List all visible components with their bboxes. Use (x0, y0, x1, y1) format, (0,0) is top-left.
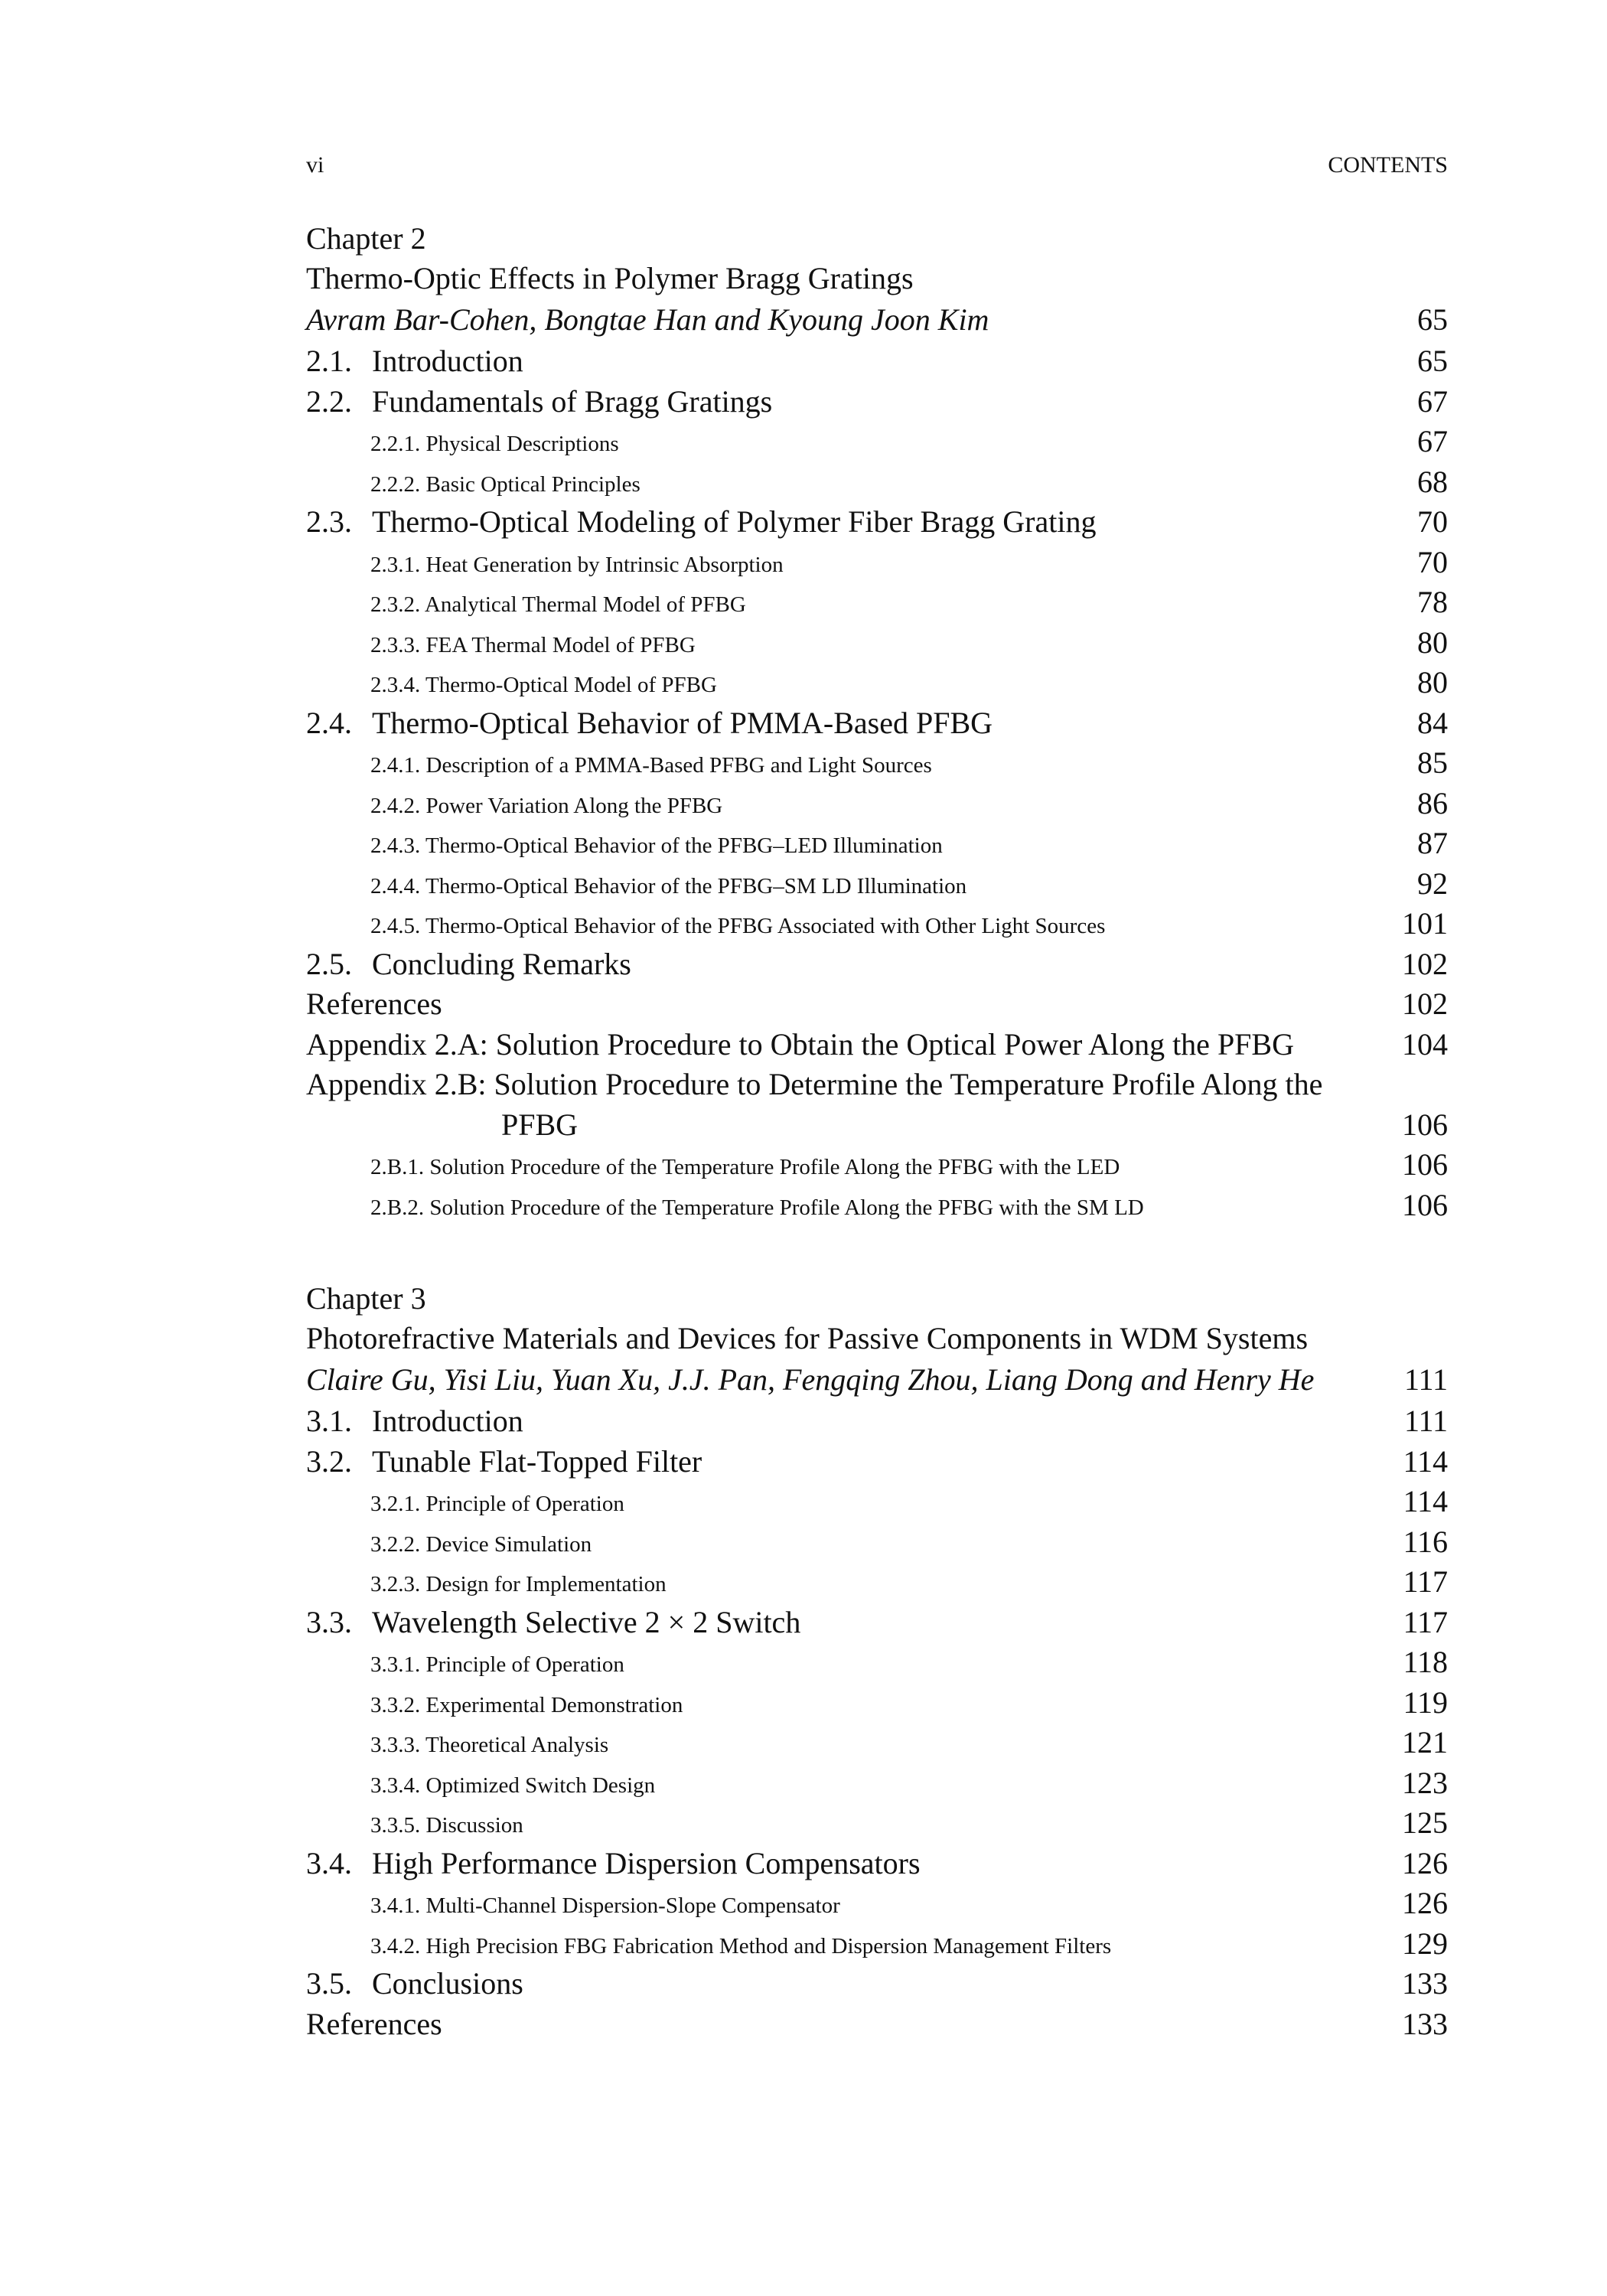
subsection-title: Description of a PMMA-Based PFBG and Light Sources (425, 753, 932, 778)
subsection-page: 85 (1417, 745, 1448, 780)
toc-section[interactable] (306, 1603, 1448, 1643)
subsection-page: 92 (1417, 866, 1448, 901)
toc-section[interactable] (306, 1442, 1448, 1482)
toc-subsection[interactable] (306, 1763, 1448, 1804)
subsection-page: 87 (1417, 826, 1448, 860)
references-title: References (306, 987, 442, 1021)
subsection-number: 3.2.3. (370, 1572, 421, 1596)
section-title: Tunable Flat-Topped Filter (372, 1443, 702, 1479)
subsection-page: 126 (1402, 1886, 1448, 1920)
subsection-page: 78 (1417, 585, 1448, 619)
subsection-title: Power Variation Along the PFBG (425, 793, 723, 818)
section-number: 3.5. (306, 1966, 352, 2001)
subsection-page: 68 (1417, 464, 1448, 499)
toc-references[interactable] (306, 2004, 1448, 2045)
chapter-authors: Claire Gu, Yisi Liu, Yuan Xu, J.J. Pan, Fengqing Zhou, Liang Dong and Henry He (306, 1362, 1315, 1397)
subsection-page: 125 (1402, 1805, 1448, 1840)
subsection-page: 80 (1417, 665, 1448, 700)
subsection-page: 101 (1402, 906, 1448, 941)
subsection-number: 3.3.1. (370, 1652, 421, 1677)
subsection-number: 2.2.1. (370, 432, 421, 456)
toc-subsection[interactable] (306, 422, 1448, 462)
subsection-page: 116 (1403, 1524, 1448, 1559)
subsection-title: Thermo-Optical Behavior of the PFBG–SM LD Illumination (425, 873, 967, 899)
subsection-title: Analytical Thermal Model of PFBG (424, 592, 746, 617)
toc-subsection[interactable] (306, 1186, 1448, 1226)
references-title: References (306, 2006, 442, 2041)
toc-subsection[interactable] (306, 582, 1448, 623)
subsection-number: 2.4.5. (370, 914, 421, 938)
toc-subsection[interactable] (306, 1145, 1448, 1186)
section-page: 133 (1402, 1966, 1448, 2001)
subsection-number: 2.4.4. (370, 873, 421, 899)
chapter-authors: Avram Bar-Cohen, Bongtae Han and Kyoung Joon Kim (306, 302, 989, 337)
section-title: High Performance Dispersion Compensators (372, 1845, 921, 1880)
subsection-title: Theoretical Analysis (425, 1733, 609, 1757)
section-number: 2.1. (306, 344, 352, 378)
subsection-title: Heat Generation by Intrinsic Absorption (425, 552, 784, 577)
toc-subsection[interactable] (306, 1522, 1448, 1563)
chapter-label: Chapter 2 (306, 221, 426, 256)
subsection-number: 3.3.3. (370, 1733, 421, 1757)
section-page: 67 (1417, 383, 1448, 419)
chapter-authors-line (306, 1358, 1448, 1401)
references-page: 133 (1402, 2006, 1448, 2041)
subsection-page: 118 (1403, 1645, 1448, 1679)
toc-subsection[interactable] (306, 1482, 1448, 1522)
subsection-number: 3.2.2. (370, 1531, 421, 1557)
chapter-authors-line (306, 298, 1448, 341)
toc-section[interactable] (306, 341, 1448, 382)
subsection-number: 3.4.1. (370, 1893, 421, 1918)
chapter-label: Chapter 3 (306, 1281, 426, 1316)
subsection-number: 3.3.4. (370, 1773, 421, 1798)
section-page: 65 (1417, 344, 1448, 378)
page-number-roman: vi (306, 152, 324, 178)
toc-subsection[interactable] (306, 1883, 1448, 1924)
toc-subsection[interactable] (306, 1642, 1448, 1683)
toc-subsection[interactable] (306, 864, 1448, 905)
subsection-number: 2.B.2. (370, 1195, 425, 1220)
subsection-page: 129 (1402, 1926, 1448, 1961)
subsection-title: Thermo-Optical Model of PFBG (425, 673, 717, 697)
subsection-title: Physical Descriptions (425, 432, 619, 456)
subsection-title: Basic Optical Principles (425, 471, 641, 497)
toc-subsection[interactable] (306, 543, 1448, 583)
subsection-title: Solution Procedure of the Temperature Profile Along the PFBG with the SM LD (429, 1195, 1144, 1220)
subsection-page: 70 (1417, 544, 1448, 579)
subsection-number: 3.3.2. (370, 1692, 421, 1717)
running-head (306, 150, 1448, 181)
subsection-number: 2.4.1. (370, 753, 421, 778)
toc-section[interactable] (306, 703, 1448, 744)
subsection-title: Discussion (425, 1813, 523, 1838)
subsection-number: 2.3.3. (370, 632, 421, 657)
section-page: 70 (1417, 504, 1448, 539)
subsection-page: 123 (1402, 1765, 1448, 1800)
section-number: 2.2. (306, 383, 352, 419)
chapter-page: 65 (1417, 302, 1448, 337)
toc-subsection[interactable] (306, 462, 1448, 503)
section-number: 3.3. (306, 1604, 352, 1639)
section-number: 2.5. (306, 946, 352, 981)
section-page: 84 (1417, 705, 1448, 740)
section-number: 3.4. (306, 1845, 352, 1880)
subsection-number: 2.4.3. (370, 833, 421, 858)
toc-subsection[interactable] (306, 743, 1448, 784)
subsection-page: 106 (1402, 1147, 1448, 1182)
section-page: 111 (1403, 1404, 1448, 1438)
subsection-title: FEA Thermal Model of PFBG (425, 632, 696, 657)
subsection-number: 3.3.5. (370, 1813, 421, 1838)
subsection-page: 86 (1417, 785, 1448, 820)
toc-section[interactable] (306, 382, 1448, 422)
section-page: 126 (1402, 1845, 1448, 1880)
toc-subsection[interactable] (306, 784, 1448, 824)
chapter-title: Photorefractive Materials and Devices for Passive Components in WDM Systems (306, 1321, 1309, 1355)
toc-section[interactable] (306, 944, 1448, 985)
subsection-page: 80 (1417, 625, 1448, 660)
toc-subsection[interactable] (306, 1562, 1448, 1603)
section-page: 117 (1403, 1604, 1448, 1639)
appendix-page: 106 (1402, 1107, 1448, 1142)
chapter-title: Thermo-Optic Effects in Polymer Bragg Gratings (306, 261, 914, 295)
toc-section[interactable] (306, 1844, 1448, 1884)
section-title: Conclusions (372, 1966, 523, 2001)
subsection-page: 121 (1402, 1725, 1448, 1760)
toc-subsection[interactable] (306, 1723, 1448, 1763)
subsection-page: 114 (1403, 1484, 1448, 1518)
section-title: Thermo-Optical Modeling of Polymer Fiber Bragg Grating (372, 504, 1097, 539)
toc-references[interactable] (306, 984, 1448, 1025)
subsection-page: 119 (1403, 1684, 1448, 1720)
subsection-number: 2.3.2. (370, 592, 421, 617)
subsection-number: 2.2.2. (370, 471, 421, 497)
subsection-title: Multi-Channel Dispersion-Slope Compensator (425, 1893, 840, 1918)
toc-subsection[interactable] (306, 663, 1448, 703)
toc-appendix[interactable] (306, 1065, 1448, 1145)
appendix-title: Appendix 2.B: Solution Procedure to Determine the Temperature Profile Along the (306, 1067, 1323, 1101)
section-title: Fundamentals of Bragg Gratings (372, 383, 773, 419)
chapter-2-toc (306, 219, 1448, 1225)
section-title: Concluding Remarks (372, 946, 631, 981)
subsection-title: High Precision FBG Fabrication Method and Dispersion Management Filters (425, 1933, 1112, 1958)
subsection-page: 117 (1403, 1564, 1448, 1599)
toc-subsection[interactable] (306, 1803, 1448, 1844)
appendix-title: Appendix 2.A: Solution Procedure to Obtain the Optical Power Along the PFBG (306, 1026, 1294, 1062)
toc-appendix[interactable] (306, 1025, 1448, 1065)
toc-subsection[interactable] (306, 823, 1448, 864)
subsection-number: 3.4.2. (370, 1933, 421, 1958)
subsection-page: 67 (1417, 424, 1448, 458)
subsection-number: 3.2.1. (370, 1492, 421, 1516)
section-number: 3.2. (306, 1443, 352, 1479)
references-page: 102 (1402, 987, 1448, 1021)
subsection-title: Experimental Demonstration (425, 1692, 683, 1717)
toc-section[interactable] (306, 1964, 1448, 2004)
subsection-title: Thermo-Optical Behavior of the PFBG Associated with Other Light Sources (425, 914, 1106, 938)
subsection-number: 2.3.4. (370, 673, 421, 697)
subsection-title: Design for Implementation (425, 1572, 667, 1596)
section-number: 2.3. (306, 504, 352, 539)
appendix-title-continued: PFBG (501, 1107, 579, 1142)
running-head-title: CONTENTS (1328, 152, 1448, 178)
section-page: 102 (1402, 946, 1448, 981)
section-number: 3.1. (306, 1404, 352, 1438)
subsection-title: Thermo-Optical Behavior of the PFBG–LED Illumination (425, 833, 943, 858)
chapter-3-toc (306, 1279, 1448, 2044)
section-title: Introduction (372, 1404, 523, 1438)
section-title: Thermo-Optical Behavior of PMMA-Based PFBG (372, 705, 993, 740)
toc-section[interactable] (306, 502, 1448, 543)
subsection-title: Device Simulation (425, 1531, 592, 1557)
section-title: Wavelength Selective 2 × 2 Switch (372, 1604, 801, 1639)
subsection-title: Solution Procedure of the Temperature Profile Along the PFBG with the LED (429, 1155, 1120, 1179)
section-number: 2.4. (306, 705, 352, 740)
toc-subsection[interactable] (306, 1683, 1448, 1724)
toc-subsection[interactable] (306, 904, 1448, 944)
subsection-page: 106 (1402, 1187, 1448, 1222)
toc-subsection[interactable] (306, 1924, 1448, 1965)
subsection-title: Principle of Operation (425, 1492, 624, 1516)
subsection-title: Principle of Operation (425, 1652, 624, 1677)
section-title: Introduction (372, 344, 523, 378)
toc-subsection[interactable] (306, 623, 1448, 664)
subsection-number: 2.B.1. (370, 1155, 425, 1179)
appendix-page: 104 (1402, 1026, 1448, 1062)
section-page: 114 (1403, 1443, 1448, 1479)
subsection-number: 2.3.1. (370, 552, 421, 577)
subsection-title: Optimized Switch Design (425, 1773, 656, 1798)
chapter-page: 111 (1403, 1362, 1448, 1397)
toc-section[interactable] (306, 1401, 1448, 1442)
subsection-number: 2.4.2. (370, 793, 421, 818)
